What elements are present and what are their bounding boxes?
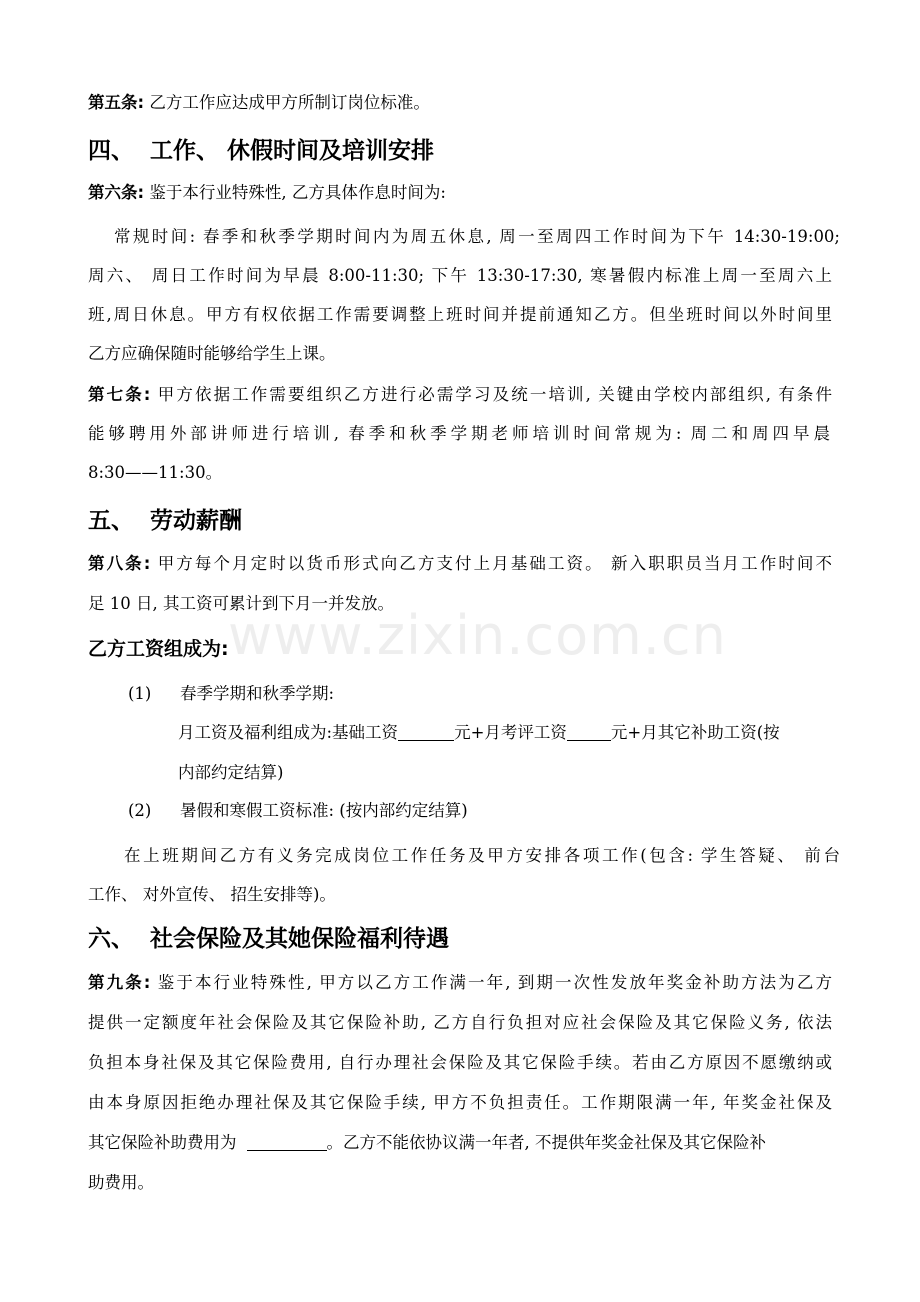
article-7-text-1: 甲方依据工作需要组织乙方进行必需学习及统一培训, 关键由学校内部组织, 有条件	[150, 385, 832, 404]
section-5-heading	[88, 507, 242, 535]
insurance-allowance-blank	[247, 1134, 327, 1151]
salary-composition-line-1	[178, 723, 848, 743]
article-8-line-1	[88, 554, 832, 574]
section-6-number: 六、	[88, 926, 134, 952]
article-9-text-5a: 其它保险补助费用为	[88, 1133, 237, 1152]
article-7-label: 第七条:	[88, 385, 151, 404]
section-4-heading	[88, 137, 434, 165]
salary-item-1-text: 春季学期和秋季学期:	[180, 684, 335, 703]
article-9-line-6: 助费用。	[88, 1173, 154, 1192]
duty-line-1: 在上班期间乙方有义务完成岗位工作任务及甲方安排各项工作(包含: 学生答疑、 前台	[124, 846, 840, 865]
assessment-salary-blank	[567, 724, 611, 741]
salary-item-2-number: (2)	[128, 801, 152, 820]
article-6-label: 第六条:	[88, 183, 145, 202]
base-salary-blank	[398, 724, 454, 741]
section-4-number: 四、	[88, 138, 134, 164]
regular-time-line-4: 乙方应确保随时能够给学生上课。	[88, 344, 336, 363]
section-5-number: 五、	[88, 508, 134, 534]
salary-composition-line-2: 内部约定结算)	[178, 763, 284, 782]
article-7-line-3: 8:30——11:30。	[88, 463, 223, 482]
article-9-line-2: 提供一定额度年社会保险及其它保险补助, 乙方自行负担对应社会保险及其它保险义务, 依法	[88, 1013, 832, 1032]
salary-item-2-text: 暑假和寒假工资标准: (按内部约定结算)	[180, 801, 468, 820]
article-5	[88, 93, 832, 113]
section-4-title: 工作、 休假时间及培训安排	[150, 138, 435, 164]
duty-line-2: 工作、 对外宣传、 招生安排等)。	[88, 885, 336, 904]
article-9-text-5b: 。乙方不能依协议满一年者, 不提供年奖金社保及其它保险补	[326, 1133, 766, 1152]
regular-time-line-3: 班,周日休息。甲方有权依据工作需要调整上班时间并提前通知乙方。但坐班时间以外时间里	[88, 305, 832, 324]
article-9-line-5	[88, 1133, 832, 1153]
salary-composition-part-1: 月工资及福利组成为:基础工资	[178, 723, 399, 742]
salary-item-2	[128, 801, 728, 821]
article-9-line-3: 负担本身社保及其它保险费用, 自行办理社会保险及其它保险手续。若由乙方原因不愿缴纳或	[88, 1053, 832, 1072]
watermark: www.zixin.com.cn	[228, 604, 727, 667]
regular-time-line-1: 常规时间: 春季和秋季学期时间内为周五休息, 周一至周四工作时间为下午 14:30-19:00;	[114, 227, 840, 246]
article-9-line-4: 由本身原因拒绝办理社保及其它保险手续, 甲方不负担责任。工作期限满一年, 年奖金社保及	[88, 1093, 832, 1112]
article-9-text-1: 鉴于本行业特殊性, 甲方以乙方工作满一年, 到期一次性发放年奖金补助方法为乙方	[150, 973, 832, 992]
section-6-title: 社会保险及其她保险福利待遇	[150, 926, 449, 952]
article-9-label: 第九条:	[88, 973, 151, 992]
salary-item-1-number: (1)	[128, 684, 152, 703]
article-6-text: 鉴于本行业特殊性, 乙方具体作息时间为:	[144, 183, 446, 202]
article-5-text: 乙方工作应达成甲方所制订岗位标准。	[144, 93, 430, 112]
salary-composition-part-3: 元+月其它补助工资(按	[610, 723, 780, 742]
salary-composition-part-2: 元+月考评工资	[454, 723, 567, 742]
article-5-label: 第五条:	[88, 93, 145, 112]
article-8-label: 第八条:	[88, 554, 151, 573]
regular-time-line-2: 周六、 周日工作时间为早晨 8:00-11:30; 下午 13:30-17:30, 寒暑假内标准上周一至周六上	[88, 266, 832, 285]
section-5-title: 劳动薪酬	[150, 508, 242, 534]
article-9-line-1	[88, 973, 832, 993]
article-7-line-1	[88, 385, 832, 405]
section-6-heading	[88, 925, 449, 953]
article-7-line-2: 能够聘用外部讲师进行培训, 春季和秋季学期老师培训时间常规为: 周二和周四早晨	[88, 424, 830, 443]
salary-item-1	[128, 684, 728, 704]
article-8-text-1: 甲方每个月定时以货币形式向乙方支付上月基础工资。 新入职职员当月工作时间不	[150, 554, 832, 573]
salary-heading: 乙方工资组成为:	[88, 638, 229, 660]
article-6	[88, 183, 832, 203]
article-8-line-2: 足 10 日, 其工资可累计到下月一并发放。	[88, 594, 394, 613]
